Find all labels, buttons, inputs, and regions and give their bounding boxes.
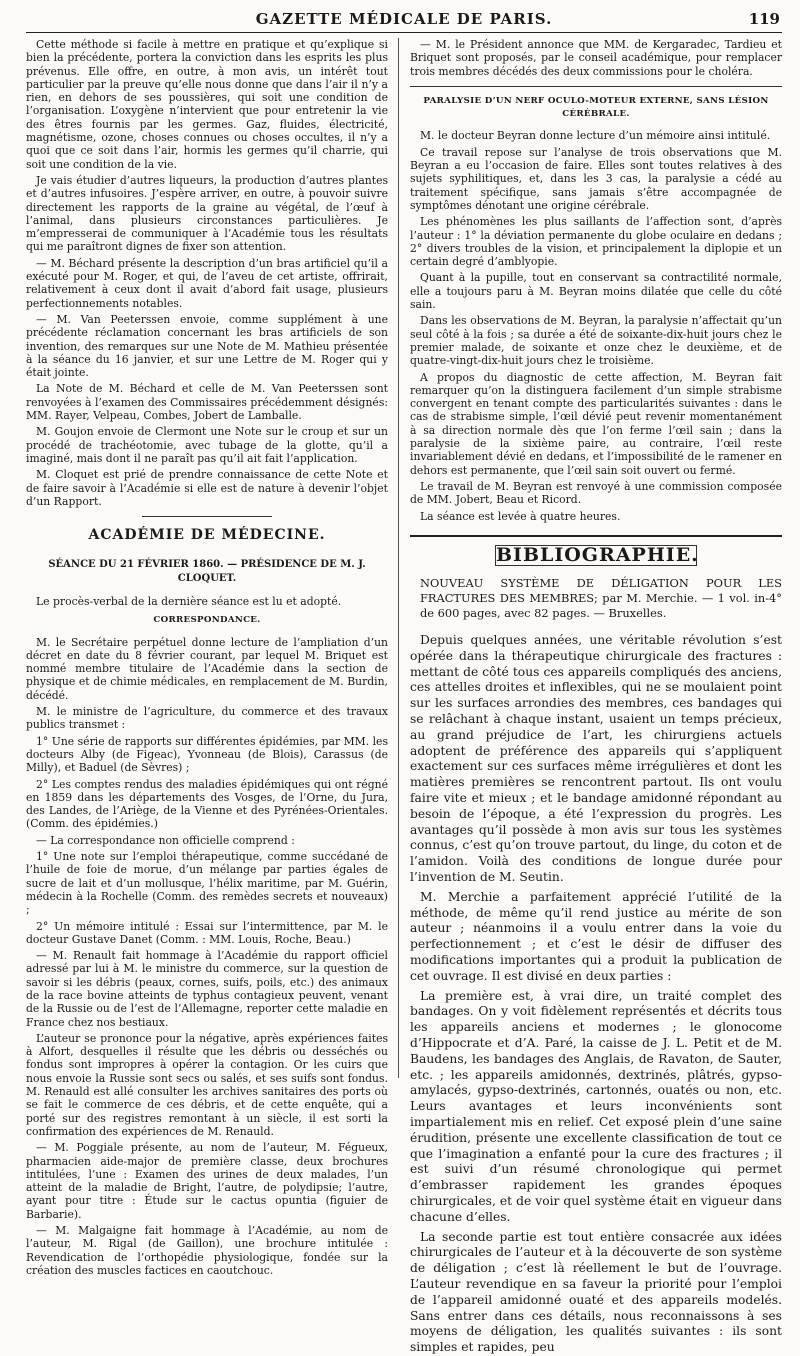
right-column <box>410 38 782 1355</box>
paragraph: A propos du diagnostic de cette affection, M. Beyran fait remarquer qu’on la distinguera facilement d’un simple strabisme convergent en tenant compte des particularités suivantes : dans le cas de strabisme simple, l’œil dévié peut revenir momentanément à sa direction normale dès que l’on ferme l’œil sain ; dans la paralysie de la sixième paire, au contraire, l’œil reste invariablement dévié en dedans, et l’impossibilité de le ramener en dehors est permanente, que l’œil sain soit ouvert ou fermé. <box>410 370 782 477</box>
paragraph: — M. Renault fait hommage à l’Académie du rapport officiel adressé par lui à M. le ministre du commerce, sur la question de savoir si les débris (peaux, cornes, suifs, poils, etc.) des animaux de la race bovine atteints de typhus contagieux peuvent, venant de la Russie ou de l’est de l’Allemagne, reporter cette maladie en France chez nos bestiaux. <box>26 949 388 1029</box>
paralysie-heading: PARALYSIE D’UN NERF OCULO-MOTEUR EXTERNE, SANS LÉSION CÉRÉBRALE. <box>423 95 769 120</box>
paragraph: La seconde partie est tout entière consacrée aux idées chirurgicales de l’auteur et à la découverte de son système de déligation ; c’est là réellement le but de l’ouvrage. L’auteur revendique en sa faveur la priorité pour l’emploi de l’appareil amidonné ouaté et des appareils modelés. Sans entrer dans ces détails, nous reconnaissons à ses moyens de déligation, les qualités suivantes : ils sont simples et rapides, peu <box>410 1229 782 1355</box>
paragraph: Depuis quelques années, une véritable révolution s’est opérée dans la thérapeutique chirurgicale des fractures : mettant de côté tous ces appareils compliqués des anciens, ces attelles droites et inflexibles, qui ne se moulaient point sur les surfaces arrondies des membres, ces bandages qui se relâchant à chaque instant, usaient un temps précieux, au grand préjudice de l’art, les chirurgiens actuels adoptent de préférence des appareils qui s’appliquent exactement sur ces surfaces même irrégulières et dont les matières premières se rencontrent partout. Ils ont voulu faire vite et mieux ; et le bandage amidonné répondant au besoin de l’époque, a été l’expression du progrès. Les avantages qu’il possède à mon avis sur tous les systèmes connus, c’est qu’on trouve partout, du linge, du coton et de l’amidon. Voilà des conditions de longue durée pour l’invention de M. Seutin. <box>410 633 782 885</box>
paragraph: 1° Une série de rapports sur différentes épidémies, par MM. les docteurs Alby (de Figeac), Yvonneau (de Blois), Carassus (de Milly), et Baduel (de Sèvres) ; <box>26 734 388 775</box>
paragraph: M. le ministre de l’agriculture, du commerce et des travaux publics transmet : <box>26 705 388 732</box>
paragraph: La séance est levée à quatre heures. <box>420 509 621 523</box>
paragraph: Quant à la pupille, tout en conservant sa contractilité normale, elle a toujours paru à M. Beyran moins dilatée que celle du côté sain. <box>410 271 782 312</box>
paragraph: M. Goujon envoie de Clermont une Note sur le croup et sur un procédé de trachéotomie, avec tubage de la glotte, qu’il a imaginé, mais dont il ne paraît pas qu’il ait fait l’application. <box>26 425 388 465</box>
paragraph: La première est, à vrai dire, un traité complet des bandages. On y voit fidèlement représentés et décrits tous les appareils anciens et modernes ; le glonocome d’Hippocrate et d’A. Paré, la caisse de J. L. Petit et de M. Baudens, les bandages des Anglais, de Ravaton, de Sauter, etc. ; les appareils amidonnés, dextrinés, plâtrés, gypso-amylacés, gypso-dextrinés, cartonnés, ouatés ou non, etc. Leurs avantages et leurs inconvénients sont impartialement mis en relief. Cet exposé plein d’une saine érudition, présente une excellente classification de tout ce que l’imagination a enfanté pour la cure des fractures ; il est suivi d’un résumé chronologique qui permet d’embrasser rapidement les grandes époques chirurgicales, et de voir quel système était en vigueur dans chacune d’elles. <box>410 988 782 1224</box>
column-divider <box>398 38 399 1078</box>
paragraph: M. Merchie a parfaitement apprécié l’utilité de la méthode, de même qu’il rend justice au mérite de son auteur ; néanmoins il a voulu entrer dans la voie du perfectionnement ; et c’est le désir de diffuser des modifications importantes qui a produit la publication de cet ouvrage. Il est divisé en deux parties : <box>410 889 782 983</box>
paragraph: La Note de M. Béchard et celle de M. Van Peeterssen sont renvoyées à l’examen des Commissaires précédemment désignés: MM. Rayer, Velpeau, Combes, Jobert de Lamballe. <box>26 382 388 423</box>
paragraph: — M. Van Peeterssen envoie, comme supplément à une précédente réclamation concernant les bras artificiels de son invention, des remarques sur une Note de M. Mathieu présentée à la séance du 16 janvier, et sur une Lettre de M. Roger qui y était jointe. <box>26 312 388 380</box>
journal-title: GAZETTE MÉDICALE DE PARIS. <box>255 10 553 28</box>
paragraph: — M. le Président annonce que MM. de Kergaradec, Tardieu et Briquet sont proposés, par le conseil académique, pour remplacer trois membres décédés des deux commissions pour le choléra. <box>410 38 782 78</box>
paragraph: M. le docteur Beyran donne lecture d’un mémoire ainsi intitulé. <box>420 129 771 143</box>
book-title: NOUVEAU SYSTÈME DE DÉLIGATION POUR LES FRACTURES DES MEMBRES; par M. Merchie. — 1 vol. in-4° de 600 pages, avec 82 pages. — Bruxelles. <box>420 576 782 621</box>
paragraph: L’auteur se prononce pour la négative, après expériences faites à Alfort, desquelles il résulte que les débris ou desséchés ou fondus sont impropres à opérer la contagion. Or les cuirs que nous envoie la Russie sont secs ou salés, et ses suifs sont fondus. M. Renauld est allé consulter les archives sanitaires des ports où se fait le commerce de ces débris, et de cette enquête, qui a porté sur des registres remontant à un siècle, il est sorti la confirmation des expériences de M. Renauld. <box>26 1031 388 1138</box>
paragraph: Cette méthode si facile à mettre en pratique et qu’explique si bien la précédente, portera la conviction dans les esprits les plus prévenus. Elle offre, en outre, à mon avis, un intérêt tout particulier par la preuve qu’elle nous donne que dans l’air il n’y a rien, en dehors de ses poussières, qui soit une condition de l’organisation. L’oxygène n’intervient que pour entretenir la vie des êtres fournis par les germes. Gaz, fluides, électricité, magnétisme, ozone, choses connues ou choses occultes, il n’y a quoi que ce soit dans l’air, hormis les germes qu’il charrie, qui soit une condition de la vie. <box>26 38 388 171</box>
paragraph: Le procès-verbal de la dernière séance est lu et adopté. <box>36 594 342 608</box>
paragraph: Le travail de M. Beyran est renvoyé à une commission composée de MM. Jobert, Beau et Ricord. <box>410 479 782 507</box>
paragraph: Dans les observations de M. Beyran, la paralysie n’affectait qu’un seul côté à la fois ; sa durée a été de soixante-dix-huit jours chez le premier malade, de soixante et onze chez le deuxième, et de quatre-vingt-dix-huit jours chez le troisième. <box>410 314 782 368</box>
paragraph: 2° Un mémoire intitulé : Essai sur l’intermittence, par M. le docteur Gustave Danet (Comm. : MM. Louis, Roche, Beau.) <box>26 919 388 946</box>
paragraph: M. Cloquet est prié de prendre connaissance de cette Note et de faire savoir à l’Académie si elle est de nature à devenir l’objet d’un Rapport. <box>26 468 388 508</box>
correspondance-heading: CORRESPONDANCE. <box>153 615 261 626</box>
paragraph: Les phénomènes les plus saillants de l’affection sont, d’après l’auteur : 1° la déviation permanente du globe oculaire en dedans ; 2° divers troubles de la vision, et principalement la diplopie et un certain degré d’amblyopie. <box>410 215 782 269</box>
paragraph: M. le Secrétaire perpétuel donne lecture de l’ampliation d’un décret en date du 8 février courant, par lequel M. Briquet est nommé membre titulaire de l’Académie dans la section de physique et de chimie médicales, en remplacement de M. Burdin, décédé. <box>26 635 388 702</box>
section-rule <box>410 535 782 537</box>
paragraph: 1° Une note sur l’emploi thérapeutique, comme succédané de l’huile de foie de morue, d’un mélange par parties égales de sucre de lait et d’un mollusque, l’hélix maritime, par M. Guérin, médecin à la Rochelle (Comm. des remèdes secrets et nouveaux) ; <box>26 850 388 917</box>
paragraph: Je vais étudier d’autres liqueurs, la production d’autres plantes et d’autres infusoires. J’espère arriver, en outre, à pouvoir suivre directement les rapports de la graine au végétal, de l’œuf à l’animal, dans plusieurs circonstances particulières. Je m’empresserai de communiquer à l’Académie tous les résultats qui me paraîtront dignes de fixer son attention. <box>26 173 388 254</box>
paragraph: — La correspondance non officielle comprend : <box>36 833 295 847</box>
paragraph: — M. Malgaigne fait hommage à l’Académie, au nom de l’auteur, M. Rigal (de Gaillon), une brochure intitulée : Revendication de l’orthopédie physiologique, fondée sur la création des muscles factices en caoutchouc. <box>26 1224 388 1277</box>
bibliographie-heading: BIBLIOGRAPHIE. <box>496 543 699 566</box>
seance-heading: SÉANCE DU 21 FÉVRIER 1860. — PRÉSIDENCE DE M. J. CLOQUET. <box>48 559 366 584</box>
paragraph: — M. Poggiale présente, au nom de l’auteur, M. Fégueux, pharmacien aide-major de première classe, deux brochures intitulées, l’une : Examen des urines de deux malades, l’un atteint de la maladie de Bright, l’autre, de polydipsie; l’autre, ayant pour titre : Étude sur le cactus opuntia (figuier de Barbarie). <box>26 1141 388 1221</box>
section-rule <box>142 516 272 517</box>
page-number: 119 <box>748 10 780 28</box>
section-rule <box>410 86 782 87</box>
paragraph: Ce travail repose sur l’analyse de trois observations que M. Beyran a eu l’occasion de faire. Elles sont toutes relatives à des sujets syphilitiques, et, dans les 3 cas, la paralysie a cédé au traitement spécifique, sans jamais s’être accompagnée de symptômes dénotant une origine cérébrale. <box>410 145 782 212</box>
left-column <box>26 38 388 1277</box>
academie-heading: ACADÉMIE DE MÉDECINE. <box>88 527 326 544</box>
page-header <box>26 6 782 33</box>
paragraph: 2° Les comptes rendus des maladies épidémiques qui ont régné en 1859 dans les départements des Vosges, de l’Orne, du Jura, des Landes, de l’Ariège, de la Vienne et des Pyrénées-Orientales. (Comm. des épidémies.) <box>26 777 388 831</box>
paragraph: — M. Béchard présente la description d’un bras artificiel qu’il a exécuté pour M. Roger, et qui, de l’aveu de cet artiste, offrirait, relativement à ceux dont il avait d’abord fait usage, plusieurs perfectionnements notables. <box>26 256 388 310</box>
